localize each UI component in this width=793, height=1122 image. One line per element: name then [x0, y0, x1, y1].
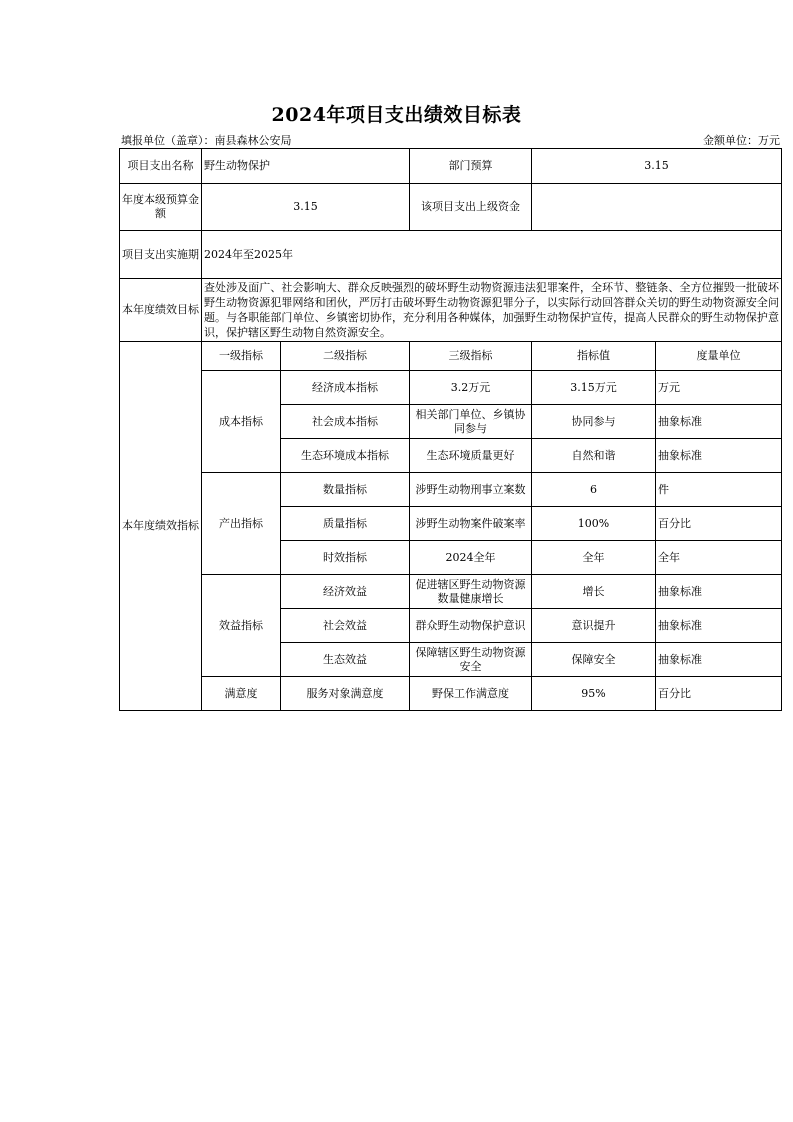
period-label: 项目支出实施期: [120, 231, 202, 279]
dept-budget-label: 部门预算: [410, 149, 532, 184]
level3-cell: 保障辖区野生动物资源安全: [410, 643, 532, 677]
level3-cell: 相关部门单位、乡镇协同参与: [410, 405, 532, 439]
header-value: 指标值: [532, 342, 656, 371]
unit-cell: 百分比: [656, 507, 782, 541]
value-cell: 100%: [532, 507, 656, 541]
level3-cell: 涉野生动物刑事立案数: [410, 473, 532, 507]
unit-cell: 抽象标准: [656, 575, 782, 609]
value-cell: 保障安全: [532, 643, 656, 677]
level1-satisfaction: 满意度: [202, 677, 281, 711]
level1-cost: 成本指标: [202, 371, 281, 473]
table-row: [120, 575, 782, 609]
project-name-label: 项目支出名称: [120, 149, 202, 184]
annual-budget-value: 3.15: [202, 184, 410, 231]
level2-cell: 质量指标: [281, 507, 410, 541]
level3-cell: 促进辖区野生动物资源数量健康增长: [410, 575, 532, 609]
level3-cell: 生态环境质量更好: [410, 439, 532, 473]
level3-cell: 2024全年: [410, 541, 532, 575]
superior-funds-value: [532, 184, 782, 231]
level2-cell: 时效指标: [281, 541, 410, 575]
annual-budget-label: 年度本级预算金额: [120, 184, 202, 231]
value-cell: 95%: [532, 677, 656, 711]
table-row: [120, 473, 782, 507]
level2-cell: 生态环境成本指标: [281, 439, 410, 473]
level3-cell: 涉野生动物案件破案率: [410, 507, 532, 541]
unit-cell: 抽象标准: [656, 405, 782, 439]
table-row: [120, 677, 782, 711]
page-title: 2024年项目支出绩效目标表: [271, 104, 522, 126]
level2-cell: 服务对象满意度: [281, 677, 410, 711]
level3-cell: 3.2万元: [410, 371, 532, 405]
fill-unit: 填报单位（盖章）：南县森林公安局: [121, 134, 292, 147]
header-level3: 三级指标: [410, 342, 532, 371]
unit-cell: 全年: [656, 541, 782, 575]
value-cell: 6: [532, 473, 656, 507]
level2-cell: 生态效益: [281, 643, 410, 677]
header-level2: 二级指标: [281, 342, 410, 371]
unit-cell: 件: [656, 473, 782, 507]
level2-cell: 数量指标: [281, 473, 410, 507]
indicators-section-label: 本年度绩效指标: [120, 342, 202, 711]
level1-benefit: 效益指标: [202, 575, 281, 677]
level1-output: 产出指标: [202, 473, 281, 575]
level3-cell: 野保工作满意度: [410, 677, 532, 711]
value-cell: 意识提升: [532, 609, 656, 643]
unit-cell: 万元: [656, 371, 782, 405]
goal-label: 本年度绩效目标: [120, 279, 202, 342]
superior-funds-label: 该项目支出上级资金: [410, 184, 532, 231]
table-row: [120, 371, 782, 405]
amount-unit: 金额单位：万元: [703, 134, 780, 147]
level2-cell: 经济效益: [281, 575, 410, 609]
unit-cell: 百分比: [656, 677, 782, 711]
level3-cell: 群众野生动物保护意识: [410, 609, 532, 643]
value-cell: 增长: [532, 575, 656, 609]
value-cell: 协同参与: [532, 405, 656, 439]
goal-value: 查处涉及面广、社会影响大、群众反映强烈的破坏野生动物资源违法犯罪案件，全环节、整链条、全方位摧毁一批破坏野生动物资源犯罪网络和团伙，严厉打击破坏野生动物资源犯罪分子，以实际行动回答群众关切的野生动物资源安全问题。与各职能部门单位、乡镇密切协作，充分利用各种媒体，加强野生动物保护宣传，提高人民群众的野生动物保护意识，保护辖区野生动物自然资源安全。: [202, 279, 782, 342]
level2-cell: 社会成本指标: [281, 405, 410, 439]
value-cell: 自然和谐: [532, 439, 656, 473]
unit-cell: 抽象标准: [656, 643, 782, 677]
header-unit: 度量单位: [656, 342, 782, 371]
dept-budget-value: 3.15: [532, 149, 782, 184]
period-value: 2024年至2025年: [202, 231, 782, 279]
header-level1: 一级指标: [202, 342, 281, 371]
performance-table: [119, 148, 782, 711]
value-cell: 3.15万元: [532, 371, 656, 405]
project-name-value: 野生动物保护: [202, 149, 410, 184]
level2-cell: 经济成本指标: [281, 371, 410, 405]
value-cell: 全年: [532, 541, 656, 575]
level2-cell: 社会效益: [281, 609, 410, 643]
unit-cell: 抽象标准: [656, 609, 782, 643]
unit-cell: 抽象标准: [656, 439, 782, 473]
